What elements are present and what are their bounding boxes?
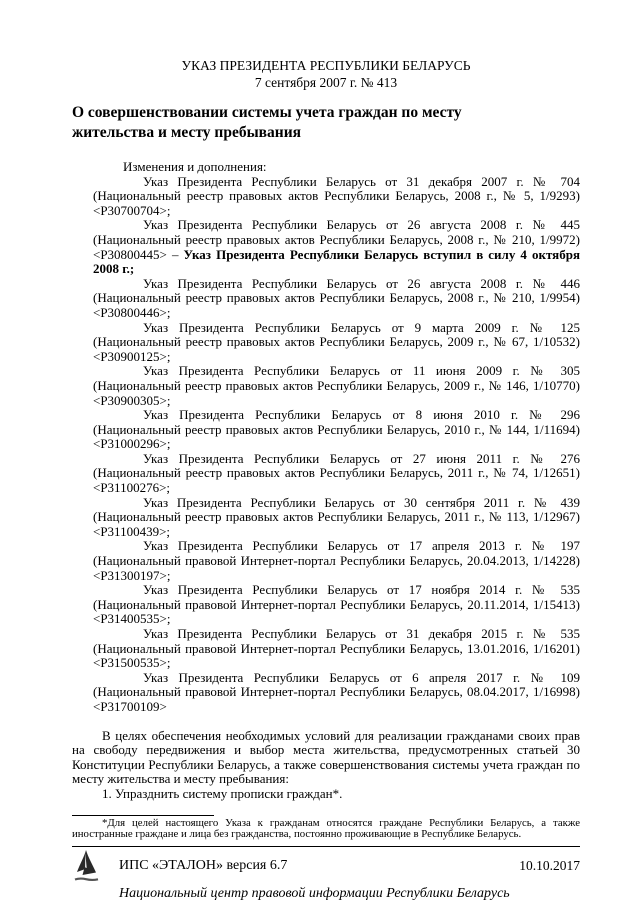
amendment-item: Указ Президента Республики Беларусь от 9 марта 2009 г. № 125 (Национальный реестр правовых актов Республики Беларусь, 2009 г., № 67, 1/10532) <Р30900125>; xyxy=(93,319,580,364)
amendment-item: Указ Президента Республики Беларусь от 31 декабря 2007 г. № 704 (Национальный реестр правовых актов Республики Беларусь, 2008 г., № 5, 1/9293) <Р30700704>; xyxy=(93,173,580,218)
amendment-item: Указ Президента Республики Беларусь от 8 июня 2010 г. № 296 (Национальный реестр правовых актов Республики Беларусь, 2010 г., № 144, 1/11694) <Р31000296>; xyxy=(93,407,580,452)
decree-item-1: 1. Упразднить систему прописки граждан*. xyxy=(102,785,343,801)
amendment-item: Указ Президента Республики Беларусь от 30 сентября 2011 г. № 439 (Национальный реестр правовых актов Республики Беларусь, 2011 г., № 113, 1/12967) <Р31100439>; xyxy=(93,494,580,539)
footnote-divider xyxy=(72,815,214,816)
amendment-item: Указ Президента Республики Беларусь от 17 апреля 2013 г. № 197 (Национальный правовой Интернет-портал Республики Беларусь, 20.04.2013, 1/14228) <Р31300197>; xyxy=(93,538,580,583)
ips-etalon-version-label: ИПС «ЭТАЛОН» версия 6.7 xyxy=(119,857,288,873)
amendment-item xyxy=(93,218,580,276)
amendment-item: Указ Президента Республики Беларусь от 27 июня 2011 г. № 276 (Национальный реестр правовых актов Республики Беларусь, 2011 г., № 74, 1/12651) <Р31100276>; xyxy=(93,450,580,496)
footer-system-row xyxy=(72,849,580,883)
decree-preamble: В целях обеспечения необходимых условий для реализации гражданами своих прав на свободу передвижения и выбор места жительства, предусмотренных статьей 30 Конституции Республики Беларусь, а также совершенствования системы учета граждан по месту жительства и месту пребывания: xyxy=(72,727,580,787)
document-type-heading: УКАЗ ПРЕЗИДЕНТА РЕСПУБЛИКИ БЕЛАРУСЬ xyxy=(181,58,471,73)
amendment-item-entry-into-force: Указ Президента Республики Беларусь вступил в силу 4 октября 2008 г.; xyxy=(93,246,580,277)
amendment-item: Указ Президента Республики Беларусь от 17 ноября 2014 г. № 535 (Национальный правовой Интернет-портал Республики Беларусь, 20.11.2014, 1/15413) <Р31400535>; xyxy=(93,582,580,627)
amendment-item: Указ Президента Республики Беларусь от 31 декабря 2015 г. № 535 (Национальный правовой Интернет-портал Республики Беларусь, 13.01.2016, 1/16201) <Р31500535>; xyxy=(93,626,580,671)
footer-organization: Национальный центр правовой информации Республики Беларусь xyxy=(119,885,510,901)
amendment-item: Указ Президента Республики Беларусь от 26 августа 2008 г. № 446 (Национальный реестр правовых актов Республики Беларусь, 2008 г., № 210, 1/9954) <Р30800446>; xyxy=(93,275,580,320)
decree-body xyxy=(72,729,580,802)
amendment-item: Указ Президента Республики Беларусь от 6 апреля 2017 г. № 109 (Национальный правовой Интернет-портал Республики Беларусь, 08.04.2017, 1/16998) <Р31700109> xyxy=(93,669,580,714)
footer-date: 10.10.2017 xyxy=(519,857,580,873)
page-footer xyxy=(72,849,580,902)
document-title: О совершенствовании системы учета граждан по месту жительства и месту пребывания xyxy=(72,104,462,141)
amendments-intro: Изменения и дополнения: xyxy=(123,159,267,174)
amendments-section xyxy=(93,160,580,715)
footer-divider xyxy=(72,846,580,847)
document-date-number: 7 сентября 2007 г. № 413 xyxy=(254,75,398,90)
amendment-item: Указ Президента Республики Беларусь от 11 июня 2009 г. № 305 (Национальный реестр правовых актов Республики Беларусь, 2009 г., № 146, 1/10770) <Р30900305>; xyxy=(93,363,580,408)
ncpi-emblem-icon xyxy=(73,849,100,883)
footnote-text: *Для целей настоящего Указа к гражданам относятся граждане Республики Беларусь, а также иностранные граждане и лица без гражданства, постоянно проживающие в Республике Беларусь. xyxy=(72,816,580,841)
amendment-item-text: Указ Президента Республики Беларусь от 26 августа 2008 г. № 445 (Национальный реестр правовых актов Республики Беларусь, 2008 г., № 210, 1/9972) <Р30800445> – xyxy=(93,217,580,262)
